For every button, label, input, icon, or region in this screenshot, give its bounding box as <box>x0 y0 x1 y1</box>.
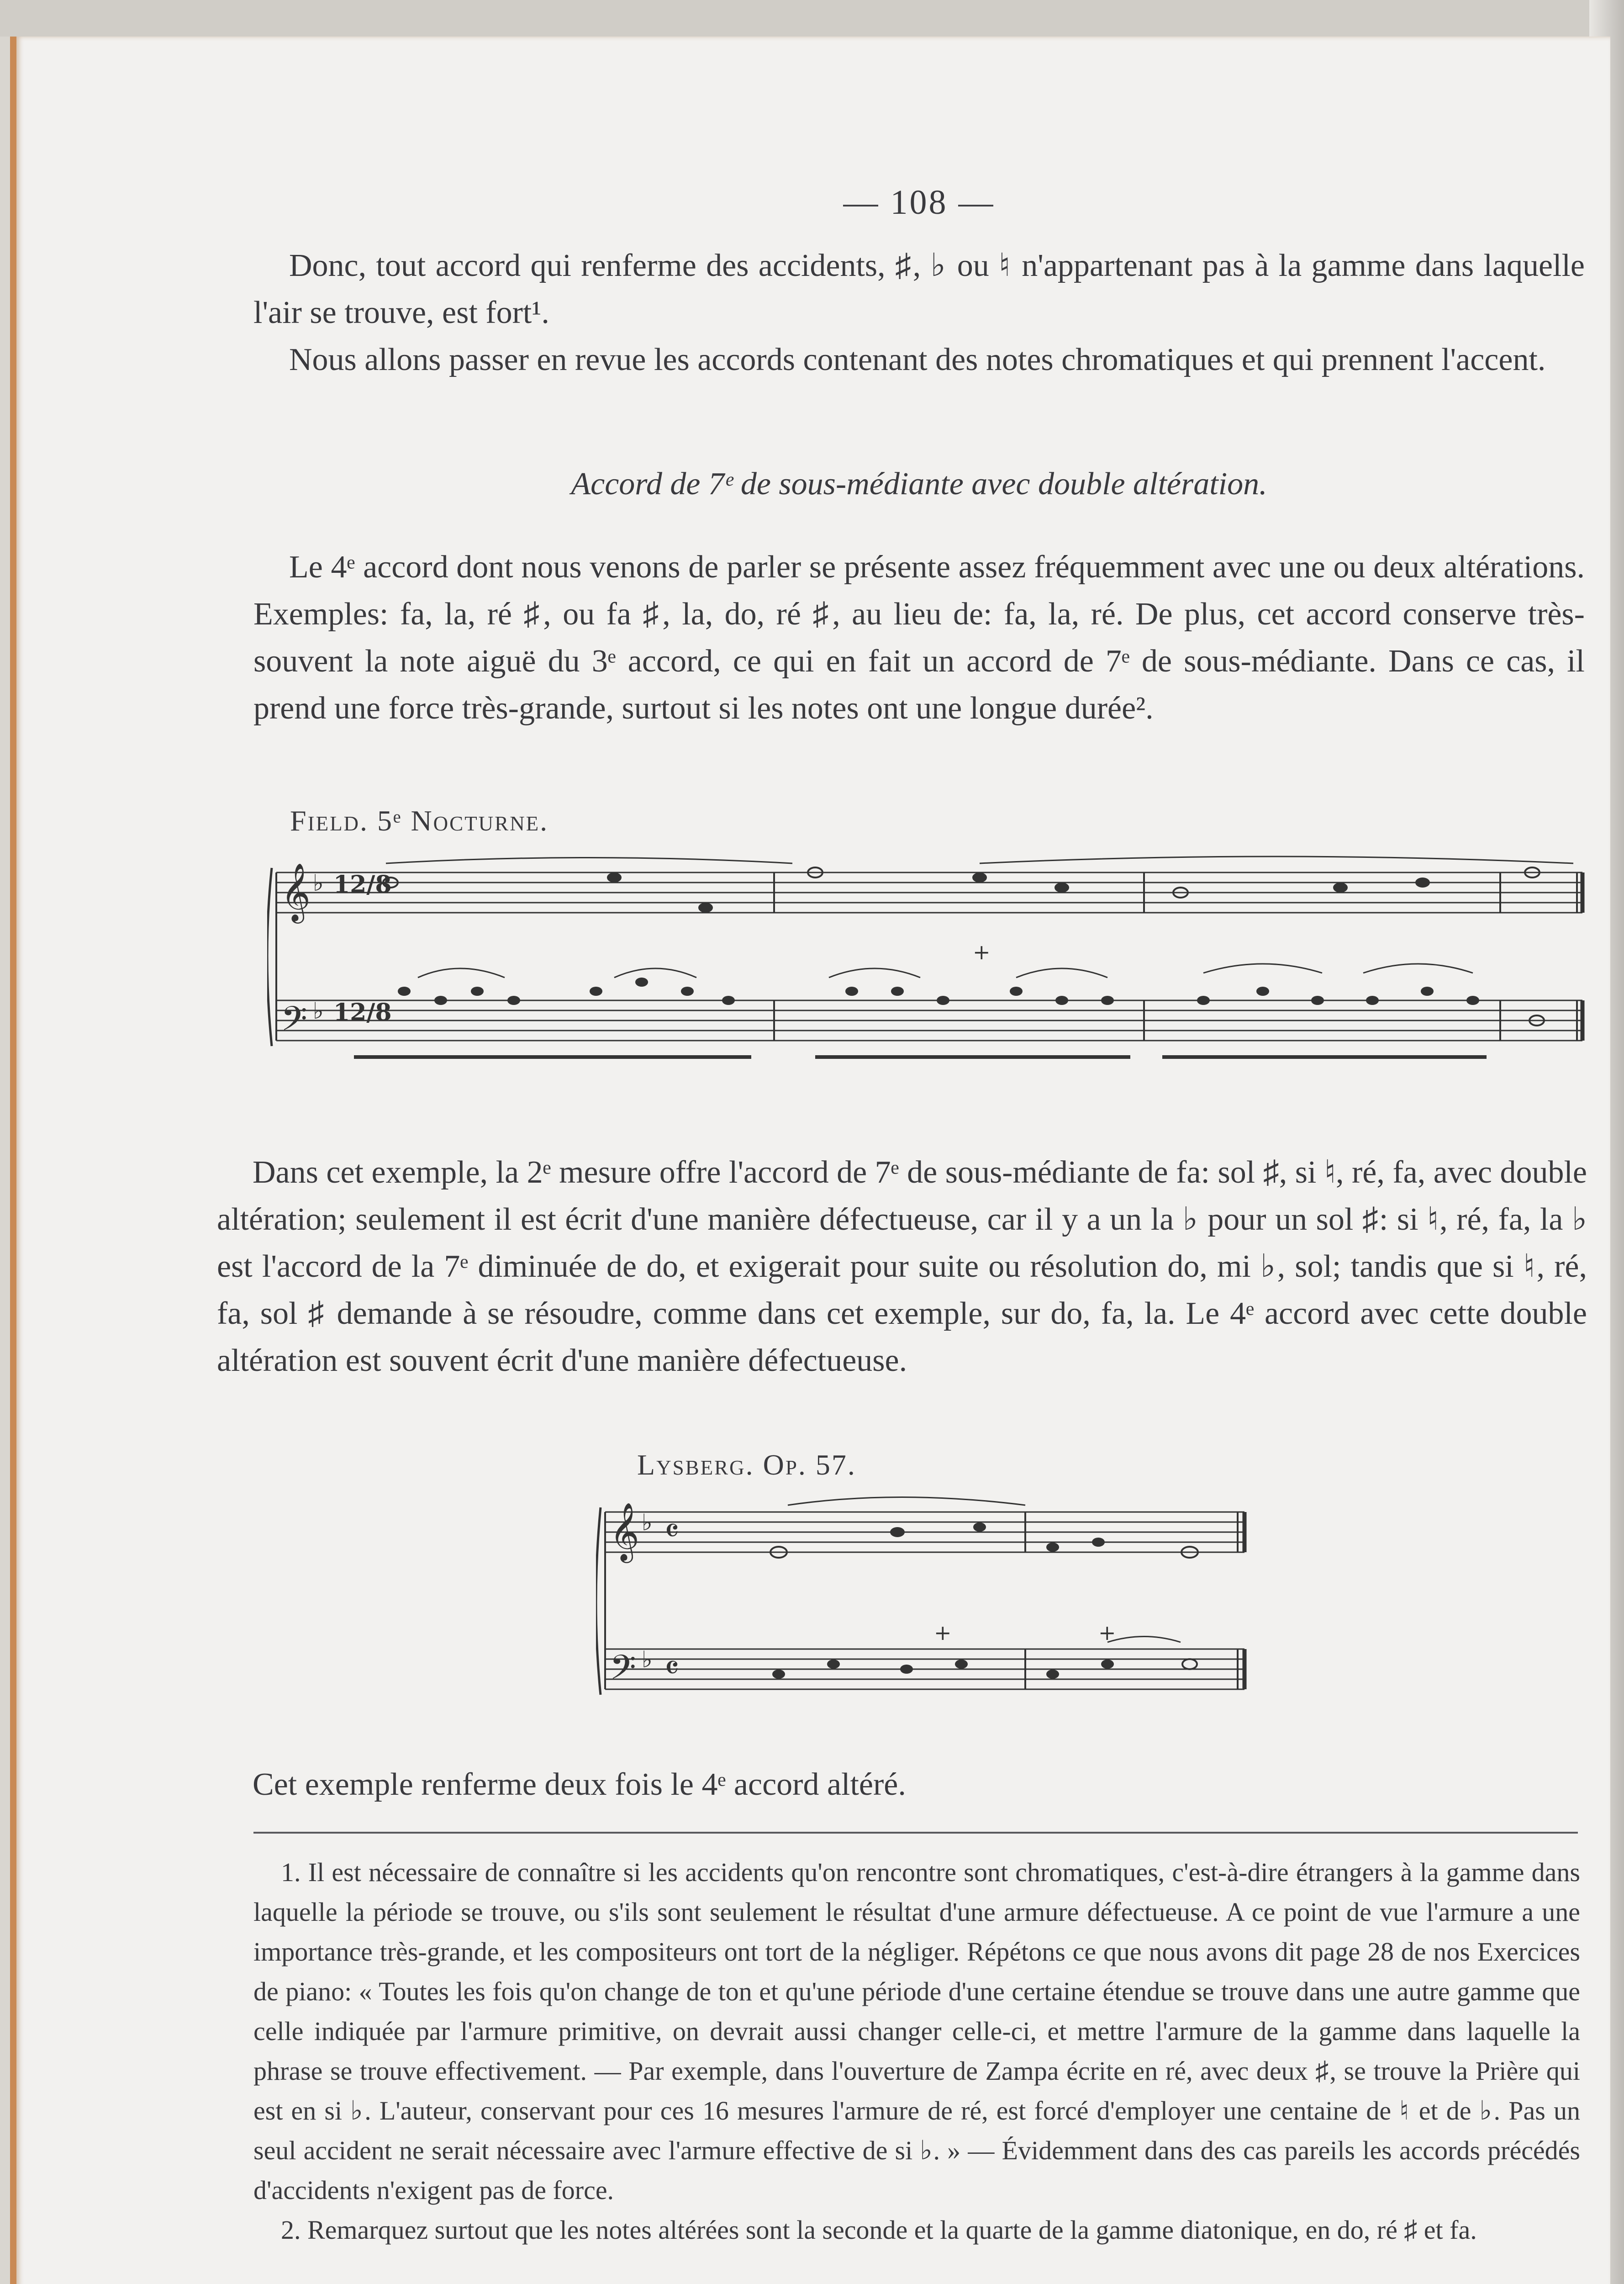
footnotes <box>253 1852 1580 2250</box>
paragraph-2: Nous allons passer en revue les accords contenant des notes chromatiques et qui prennent l'accent. <box>289 342 1546 377</box>
key-flat-icon: ♭ <box>313 998 324 1024</box>
treble-clef-icon: 𝄞 <box>610 1502 640 1560</box>
paragraph-3: Le 4ᵉ accord dont nous venons de parler se présente assez fréquemment avec une ou deux altérations. Exemples: fa, la, ré ♯, ou fa ♯, la, do, ré ♯, au lieu de: fa, la, ré. De plus, cet accord conserve très-souvent la note aiguë du 3ᵉ accord, ce qui en fait un accord de 7ᵉ de sous-médiante. Dans ce cas, il prend une force très-grande, surtout si les notes ont une longue durée². <box>253 550 1585 726</box>
key-flat-icon: ♭ <box>642 1509 653 1536</box>
bass-clef-icon: 𝄢 <box>610 1648 636 1696</box>
footnote-1: 1. Il est nécessaire de connaître si les accidents qu'on rencontre sont chromatiques, c'est-à-dire étrangers à la gamme dans laquelle la période se trouve, ou s'ils sont seulement le résultat d'une armure défectueuse. A ce point de vue l'armure a une importance très-grande, et les compositeurs ont tort de la négliger. Répétons ce que nous avons dit page 28 de nos Exercices de piano: « Toutes les fois qu'on change de ton et qu'une période d'une certaine étendue se trouve dans une autre gamme que celle indiquée par l'armure primitive, on devrait aussi changer celle-ci, et mettre l'armure de la gamme dans laquelle la phrase se trouve effectivement. — Par exemple, dans l'ouverture de Zampa écrite en ré, avec deux ♯, se trouve la Prière qui est en si ♭. L'auteur, conservant pour ces 16 mesures l'armure de ré, est forcé d'employer une centaine de ♮ et de ♭. Pas un seul accident ne serait nécessaire avec l'armure effective de si ♭. » — Évidemment dans des cas pareils les accords précédés d'accidents n'exigent pas de force. <box>253 1857 1580 2205</box>
paragraph-1: Donc, tout accord qui renferme des accidents, ♯, ♭ ou ♮ n'appartenant pas à la gamme dans laquelle l'air se trouve, est fort¹. <box>253 248 1585 330</box>
common-time-icon: 𝄴 <box>664 1512 680 1550</box>
cross-mark: + <box>934 1620 952 1645</box>
cross-mark: + <box>1098 1620 1116 1645</box>
key-flat-icon: ♭ <box>642 1646 653 1673</box>
page-number: — 108 — <box>843 183 995 222</box>
section-title: Accord de 7ᵉ de sous-médiante avec double altération. <box>571 466 1267 502</box>
example-1-caption: Field. 5ᵉ Nocturne. <box>290 804 549 837</box>
paragraph-4: Dans cet exemple, la 2ᵉ mesure offre l'accord de 7ᵉ de sous-médiante de fa: sol ♯, si ♮, ré, fa, avec double altération; seulement il est écrit d'une manière défectueuse, car il y a un la ♭ pour un sol ♯: si ♮, ré, fa, la ♭ est l'accord de la 7ᵉ diminuée de do, et exigerait pour suite ou résolution do, mi ♭, sol; tandis que si ♮, ré, fa, sol ♯ demande à se résoudre, comme dans cet exemple, sur do, fa, la. Le 4ᵉ accord avec cette double altération est souvent écrit d'une manière défectueuse. <box>217 1155 1587 1378</box>
time-signature: 12/8 <box>333 871 392 899</box>
paragraph-5-block <box>217 1761 1587 1808</box>
time-signature: 12/8 <box>333 999 392 1026</box>
footnote-2: 2. Remarquez surtout que les notes altérées sont la seconde et la quarte de la gamme diatonique, en do, ré ♯ et fa. <box>281 2215 1477 2245</box>
treble-clef-icon: 𝄞 <box>281 862 311 921</box>
footnote-separator <box>253 1832 1578 1834</box>
paragraph-5: Cet exemple renferme deux fois le 4ᵉ accord altéré. <box>253 1767 906 1802</box>
bass-clef-icon: 𝄢 <box>281 999 307 1047</box>
cross-mark: + <box>973 940 991 964</box>
key-flat-icon: ♭ <box>313 870 324 896</box>
example-2-caption: Lysberg. Op. 57. <box>637 1449 856 1481</box>
common-time-icon: 𝄴 <box>664 1649 680 1687</box>
